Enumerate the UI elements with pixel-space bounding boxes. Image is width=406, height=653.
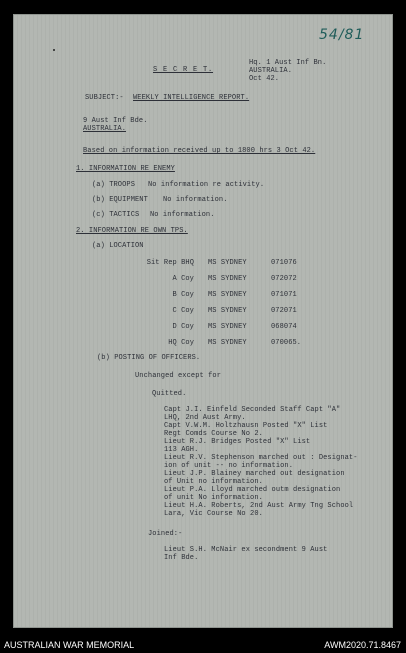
- quitted-line: Lieut H.A. Roberts, 2nd Aust Army Tng School: [164, 502, 354, 510]
- location-map: MS SYDNEY: [208, 259, 247, 267]
- location-unit: Sit Rep BHQ: [146, 259, 194, 267]
- hq-line-3: Oct 42.: [249, 75, 280, 83]
- section-1-item-b-text: No information.: [163, 196, 228, 204]
- location-ref: 070065.: [271, 339, 302, 347]
- handwritten-archive-number: 54/81: [319, 27, 365, 43]
- joined-line: Inf Bde.: [164, 554, 199, 562]
- location-ref: 068074: [271, 323, 297, 331]
- joined-label: Joined:-: [148, 530, 183, 538]
- unchanged-note: Unchanged except for: [135, 372, 222, 380]
- postings-label: (b) POSTING OF OFFICERS.: [97, 354, 201, 362]
- quitted-line: Lieut R.V. Stephenson marched out : Designat-: [164, 454, 358, 462]
- quitted-label: Quitted.: [152, 390, 187, 398]
- classification-heading: S E C R E T.: [153, 66, 214, 74]
- section-1-title: 1. INFORMATION RE ENEMY: [76, 165, 175, 173]
- footer-accession-number: AWM2020.71.8467: [324, 640, 401, 650]
- quitted-line: Capt J.I. Einfeld Seconded Staff Capt "A": [164, 406, 341, 414]
- document-page: [13, 14, 393, 628]
- quitted-line: LHQ, 2nd Aust Army.: [164, 414, 246, 422]
- joined-line: Lieut S.H. McNair ex secondment 9 Aust: [164, 546, 328, 554]
- report-basis: Based on information received up to 1800 hrs 3 Oct 42.: [83, 147, 316, 155]
- quitted-line: Capt V.W.M. Holtzhausn Posted "X" List: [164, 422, 328, 430]
- location-unit: HQ Coy: [168, 339, 194, 347]
- quitted-line: Lieut J.P. Blainey marched out designation: [164, 470, 345, 478]
- location-map: MS SYDNEY: [208, 339, 247, 347]
- quitted-line: Lara, Vic Course No 20.: [164, 510, 263, 518]
- hq-line-2: AUSTRALIA.: [249, 67, 293, 75]
- paper-mark: [53, 49, 55, 51]
- location-label: (a) LOCATION: [92, 242, 144, 250]
- quitted-line: Regt Comds Course No 2.: [164, 430, 263, 438]
- location-unit: C Coy: [172, 307, 194, 315]
- footer-institution: AUSTRALIAN WAR MEMORIAL: [4, 640, 135, 650]
- section-1-item-b-label: (b) EQUIPMENT: [92, 196, 148, 204]
- subject-label: SUBJECT:-: [85, 94, 124, 102]
- section-1-item-a-label: (a) TROOPS: [92, 181, 136, 189]
- location-ref: 072071: [271, 307, 297, 315]
- archive-footer: [0, 636, 406, 653]
- section-1-item-a-text: No information re activity.: [148, 181, 265, 189]
- location-ref: 071076: [271, 259, 297, 267]
- section-1-item-c-text: No information.: [150, 211, 215, 219]
- addressee-line-2: AUSTRALIA.: [83, 125, 127, 133]
- location-map: MS SYDNEY: [208, 275, 247, 283]
- section-1-item-c-label: (c) TACTICS: [92, 211, 140, 219]
- section-2-title: 2. INFORMATION RE OWN TPS.: [76, 227, 188, 235]
- location-unit: D Coy: [172, 323, 194, 331]
- subject-title: WEEKLY INTELLIGENCE REPORT.: [133, 94, 250, 102]
- location-ref: 071071: [271, 291, 297, 299]
- location-unit: A Coy: [172, 275, 194, 283]
- quitted-line: Lieut R.J. Bridges Posted "X" List: [164, 438, 311, 446]
- location-map: MS SYDNEY: [208, 323, 247, 331]
- quitted-line: Lieut P.A. Lloyd marched outm designation: [164, 486, 341, 494]
- location-map: MS SYDNEY: [208, 307, 247, 315]
- quitted-line: ion of unit -- no information.: [164, 462, 294, 470]
- quitted-line: of Unit no information.: [164, 478, 263, 486]
- addressee-line-1: 9 Aust Inf Bde.: [83, 117, 148, 125]
- quitted-line: of unit No information.: [164, 494, 263, 502]
- quitted-line: 113 AGH.: [164, 446, 199, 454]
- hq-line-1: Hq. 1 Aust Inf Bn.: [249, 59, 327, 67]
- location-map: MS SYDNEY: [208, 291, 247, 299]
- location-unit: B Coy: [172, 291, 194, 299]
- location-ref: 072072: [271, 275, 297, 283]
